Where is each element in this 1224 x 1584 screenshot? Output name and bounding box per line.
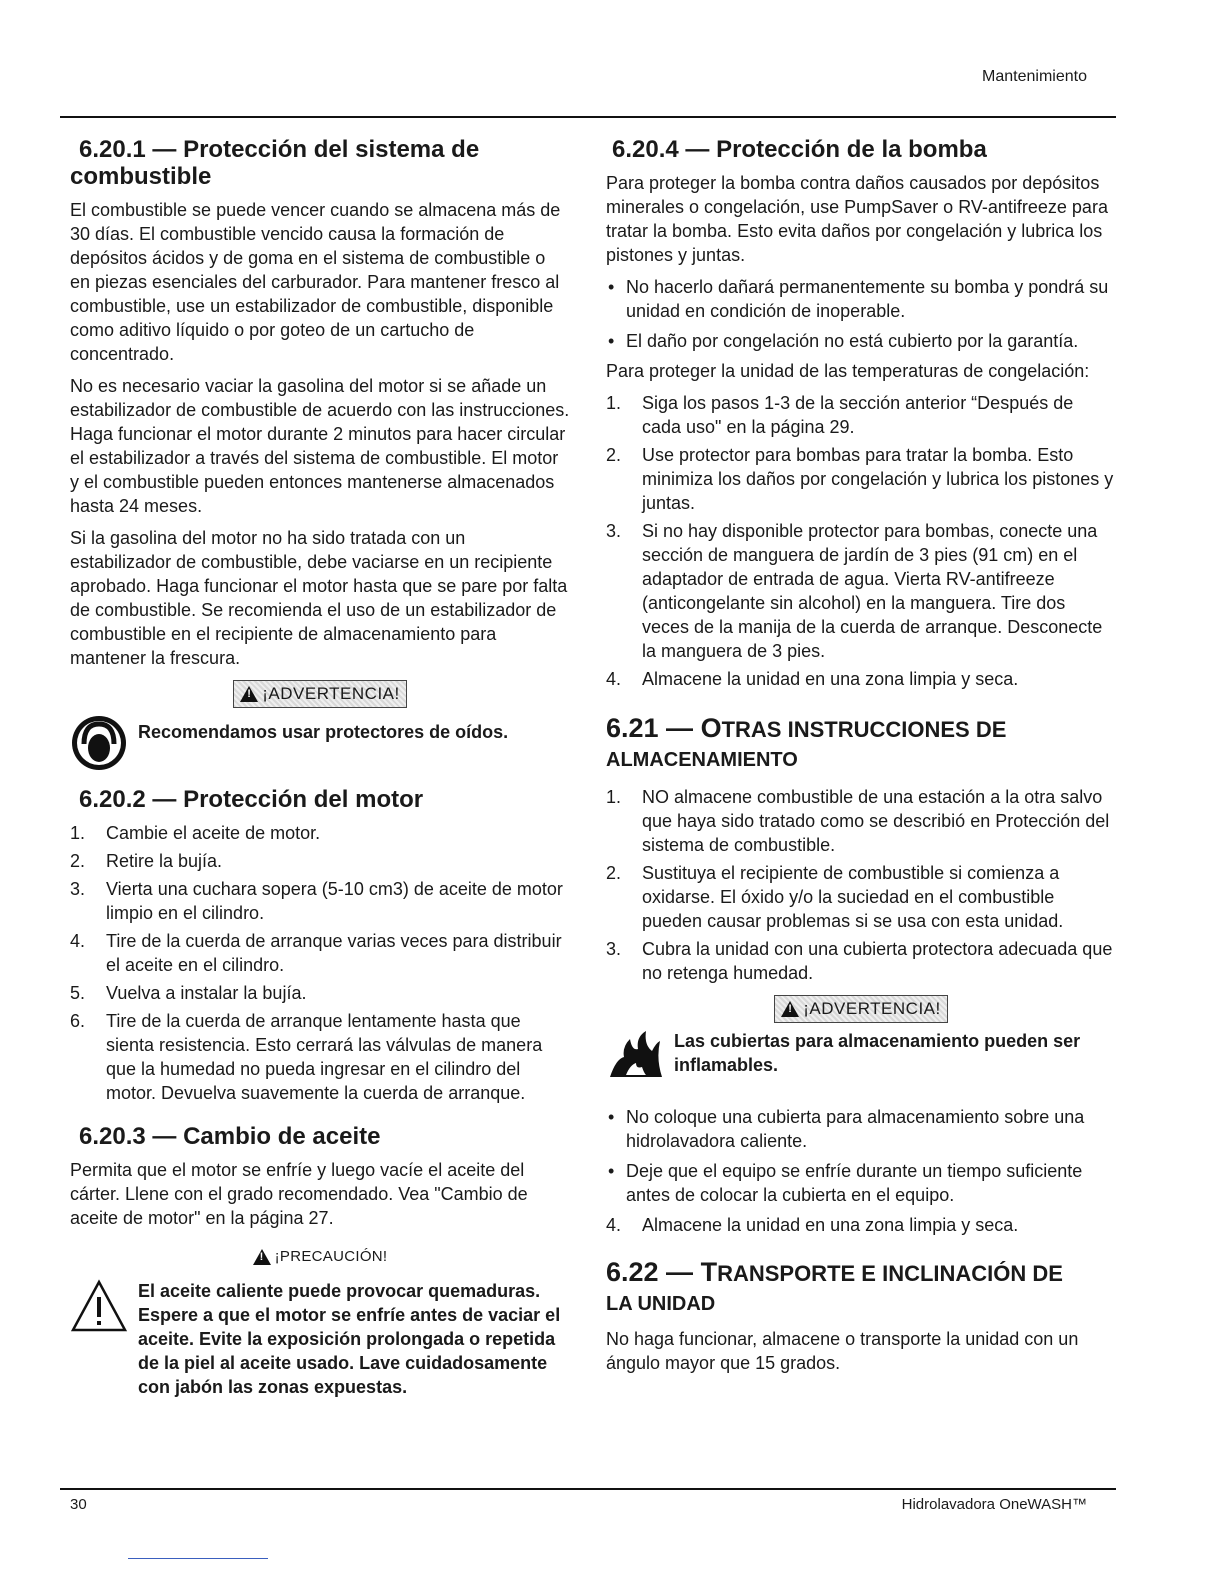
list-item <box>606 937 1116 985</box>
step-number: 3. <box>606 939 622 959</box>
step-text: NO almacene combustible de una estación a la otra salvo que haya sido tratado como se describió en Protección del sistema de combustible. <box>642 787 1110 855</box>
section-6-20-4-title: 6.20.4 — Protección de la bomba <box>612 136 987 163</box>
step-text: Cambie el aceite de motor. <box>106 823 321 843</box>
list-item <box>606 391 1116 439</box>
bullet-icon: • <box>608 1107 615 1127</box>
list-item <box>606 443 1116 515</box>
page-number: 30 <box>70 1496 87 1513</box>
step-text: Almacene la unidad en una zona limpia y seca. <box>642 1215 1019 1235</box>
title-initial: T <box>700 1257 718 1287</box>
list-item <box>70 1009 570 1105</box>
warning-label: ¡ADVERTENCIA! <box>262 684 400 703</box>
step-text: Almacene la unidad en una zona limpia y seca. <box>642 669 1019 689</box>
warning-badge-wrap <box>606 995 1116 1023</box>
list-item <box>606 861 1116 933</box>
step-text: Sustituya el recipiente de combustible si comienza a oxidarse. El óxido y/o la suciedad en el combustible pueden causar problemas si se usa con esta unidad. <box>642 863 1064 931</box>
list-item <box>70 849 570 873</box>
title-rest: RANSPORTE E INCLINACIÓN DE <box>717 1261 1063 1286</box>
caution-outline-triangle-icon <box>70 1279 128 1333</box>
caution-label <box>70 1248 570 1265</box>
list-item <box>606 1159 1116 1207</box>
step-text: Tire de la cuerda de arranque varias veces para distribuir el aceite en el cilindro. <box>106 931 562 975</box>
step-text: Vierta una cuchara sopera (5-10 cm3) de aceite de motor limpio en el cilindro. <box>106 879 563 923</box>
step-number: 5. <box>70 983 86 1003</box>
step-number: 2. <box>606 445 622 465</box>
bullet-icon: • <box>608 1161 615 1181</box>
list-item <box>606 275 1116 323</box>
running-header: Mantenimiento <box>982 68 1087 85</box>
section-title-line: 6.20.1 — Protección del sistema de <box>79 136 480 163</box>
title-number: 6.22 — <box>606 1257 701 1287</box>
storage-steps <box>606 785 1116 985</box>
step-number: 1. <box>606 393 622 413</box>
section-6-20-2-title: 6.20.2 — Protección del motor <box>79 786 424 813</box>
paragraph: Permita que el motor se enfríe y luego vacíe el aceite del cárter. Llene con el grado recomendado. Vea "Cambio de aceite de motor" en la página 27. <box>70 1160 528 1228</box>
warning-badge <box>774 995 948 1023</box>
hot-oil-caution <box>70 1279 570 1399</box>
engine-protection-steps <box>70 821 570 1105</box>
list-item <box>606 1105 1116 1153</box>
list-item <box>70 981 570 1005</box>
section-6-20-1-title <box>70 136 570 190</box>
section-6-21-title <box>606 713 1116 775</box>
storage-step-4 <box>606 1213 1116 1237</box>
pump-steps <box>606 391 1116 691</box>
list-item <box>606 667 1116 691</box>
step-text: Tire de la cuerda de arranque lentamente hasta que sienta resistencia. Esto cerrará las válvulas de manera que la humedad no pueda ingresar en el cilindro del motor. Devuelva suavemente la cuerda de arranque. <box>106 1011 543 1103</box>
step-number: 4. <box>70 931 86 951</box>
footer-link-underline <box>128 1558 268 1559</box>
warning-text: Recomendamos usar protectores de oídos. <box>138 722 509 742</box>
step-text: Retire la bujía. <box>106 851 223 871</box>
list-item <box>606 329 1116 353</box>
list-item <box>70 929 570 977</box>
caution-triangle-icon <box>253 1249 271 1265</box>
caution-text: El aceite caliente puede provocar quemaduras. Espere a que el motor se enfríe antes de vaciar el aceite. Evite la exposición prolongada o repetida de la piel al aceite usado. Lave cuidadosamente con jabón las zonas expuestas. <box>138 1281 561 1397</box>
title-initial: O <box>700 713 722 743</box>
cover-bullets <box>606 1105 1116 1207</box>
step-number: 4. <box>606 1215 622 1235</box>
bullet-text: El daño por congelación no está cubierto por la garantía. <box>626 331 1079 351</box>
right-column <box>606 136 1116 1383</box>
flammable-warning <box>606 1029 1116 1079</box>
title-number: 6.21 — <box>606 713 701 743</box>
title-rest: TRAS INSTRUCCIONES DE <box>721 717 1007 742</box>
bullet-icon: • <box>608 277 615 297</box>
bullet-text: No coloque una cubierta para almacenamiento sobre una hidrolavadora caliente. <box>626 1107 1085 1151</box>
left-column <box>70 136 570 1399</box>
step-number: 2. <box>606 863 622 883</box>
list-item <box>606 785 1116 857</box>
step-text: Siga los pasos 1-3 de la sección anterior “Después de cada uso" en la página 29. <box>642 393 1074 437</box>
caution-label-text: ¡PRECAUCIÓN! <box>274 1248 388 1265</box>
bullet-icon: • <box>608 331 615 351</box>
hearing-warning <box>70 714 570 772</box>
step-number: 3. <box>70 879 86 899</box>
section-title-line: combustible <box>70 163 212 190</box>
warning-triangle-icon <box>240 686 258 702</box>
pump-bullets <box>606 275 1116 353</box>
list-item <box>70 821 570 845</box>
paragraph: Para proteger la unidad de las temperaturas de congelación: <box>606 361 1090 381</box>
bullet-text: No hacerlo dañará permanentemente su bomba y pondrá su unidad en condición de inoperable. <box>626 277 1109 321</box>
step-number: 4. <box>606 669 622 689</box>
list-item <box>606 519 1116 663</box>
warning-badge-wrap <box>70 680 570 708</box>
paragraph: El combustible se puede vencer cuando se almacena más de 30 días. El combustible vencido causa la formación de depósitos ácidos y de goma en el sistema de combustible o en piezas esenciales del carburador. Para mantener fresco al combustible, use un estabilizador de combustible, disponible como aditivo líquido o por goteo de un cartucho de concentrado. <box>70 200 561 364</box>
step-text: Cubra la unidad con una cubierta protectora adecuada que no retenga humedad. <box>642 939 1113 983</box>
ear-protection-icon <box>70 714 128 772</box>
title-line-2: ALMACENAMIENTO <box>606 749 798 771</box>
header-rule <box>60 116 1116 118</box>
paragraph: No es necesario vaciar la gasolina del motor si se añade un estabilizador de combustible de acuerdo con las instrucciones. Haga funcionar el motor durante 2 minutos para hacer circular el estabilizador a través del sistema de combustible. El motor y el combustible pueden entonces mantenerse almacenados hasta 24 meses. <box>70 376 570 516</box>
paragraph: Para proteger la bomba contra daños causados por depósitos minerales o congelación, use PumpSaver o RV-antifreeze para tratar la bomba. Esto evita daños por congelación y lubrica los pistones y juntas. <box>606 173 1108 265</box>
warning-triangle-icon <box>781 1001 799 1017</box>
list-item <box>606 1213 1116 1237</box>
warning-badge <box>233 680 407 708</box>
step-number: 2. <box>70 851 86 871</box>
step-number: 3. <box>606 521 622 541</box>
footer-rule <box>60 1488 1116 1490</box>
bullet-text: Deje que el equipo se enfríe durante un tiempo suficiente antes de colocar la cubierta en el equipo. <box>626 1161 1083 1205</box>
step-text: Vuelva a instalar la bujía. <box>106 983 307 1003</box>
paragraph: Si la gasolina del motor no ha sido tratada con un estabilizador de combustible, debe vaciarse en un recipiente aprobado. Haga funcionar el motor hasta que se pare por falta de combustible. Se recomienda el uso de un estabilizador de combustible en el recipiente de almacenamiento para mantener la frescura. <box>70 528 568 668</box>
title-line-2: LA UNIDAD <box>606 1293 716 1315</box>
warning-text: Las cubiertas para almacenamiento pueden ser inflamables. <box>674 1031 1081 1075</box>
step-text: Use protector para bombas para tratar la bomba. Esto minimiza los daños por congelación y lubrica los pistones y juntas. <box>642 445 1114 513</box>
product-name: Hidrolavadora OneWASH™ <box>901 1496 1087 1513</box>
section-6-20-3-title: 6.20.3 — Cambio de aceite <box>79 1123 381 1150</box>
section-6-22-title <box>606 1257 1116 1319</box>
step-number: 1. <box>606 787 622 807</box>
step-text: Si no hay disponible protector para bombas, conecte una sección de manguera de jardín de 3 pies (91 cm) en el adaptador de entrada de agua. Vierta RV-antifreeze (anticongelante sin alcohol) en la manguera. Tire dos veces de la manija de la cuerda de arranque. Desconecte la manguera de 3 pies. <box>642 521 1103 661</box>
list-item <box>70 877 570 925</box>
step-number: 1. <box>70 823 86 843</box>
paragraph: No haga funcionar, almacene o transporte la unidad con un ángulo mayor que 15 grados. <box>606 1329 1079 1373</box>
step-number: 6. <box>70 1011 86 1031</box>
fire-icon <box>606 1029 664 1079</box>
warning-label: ¡ADVERTENCIA! <box>803 999 941 1018</box>
